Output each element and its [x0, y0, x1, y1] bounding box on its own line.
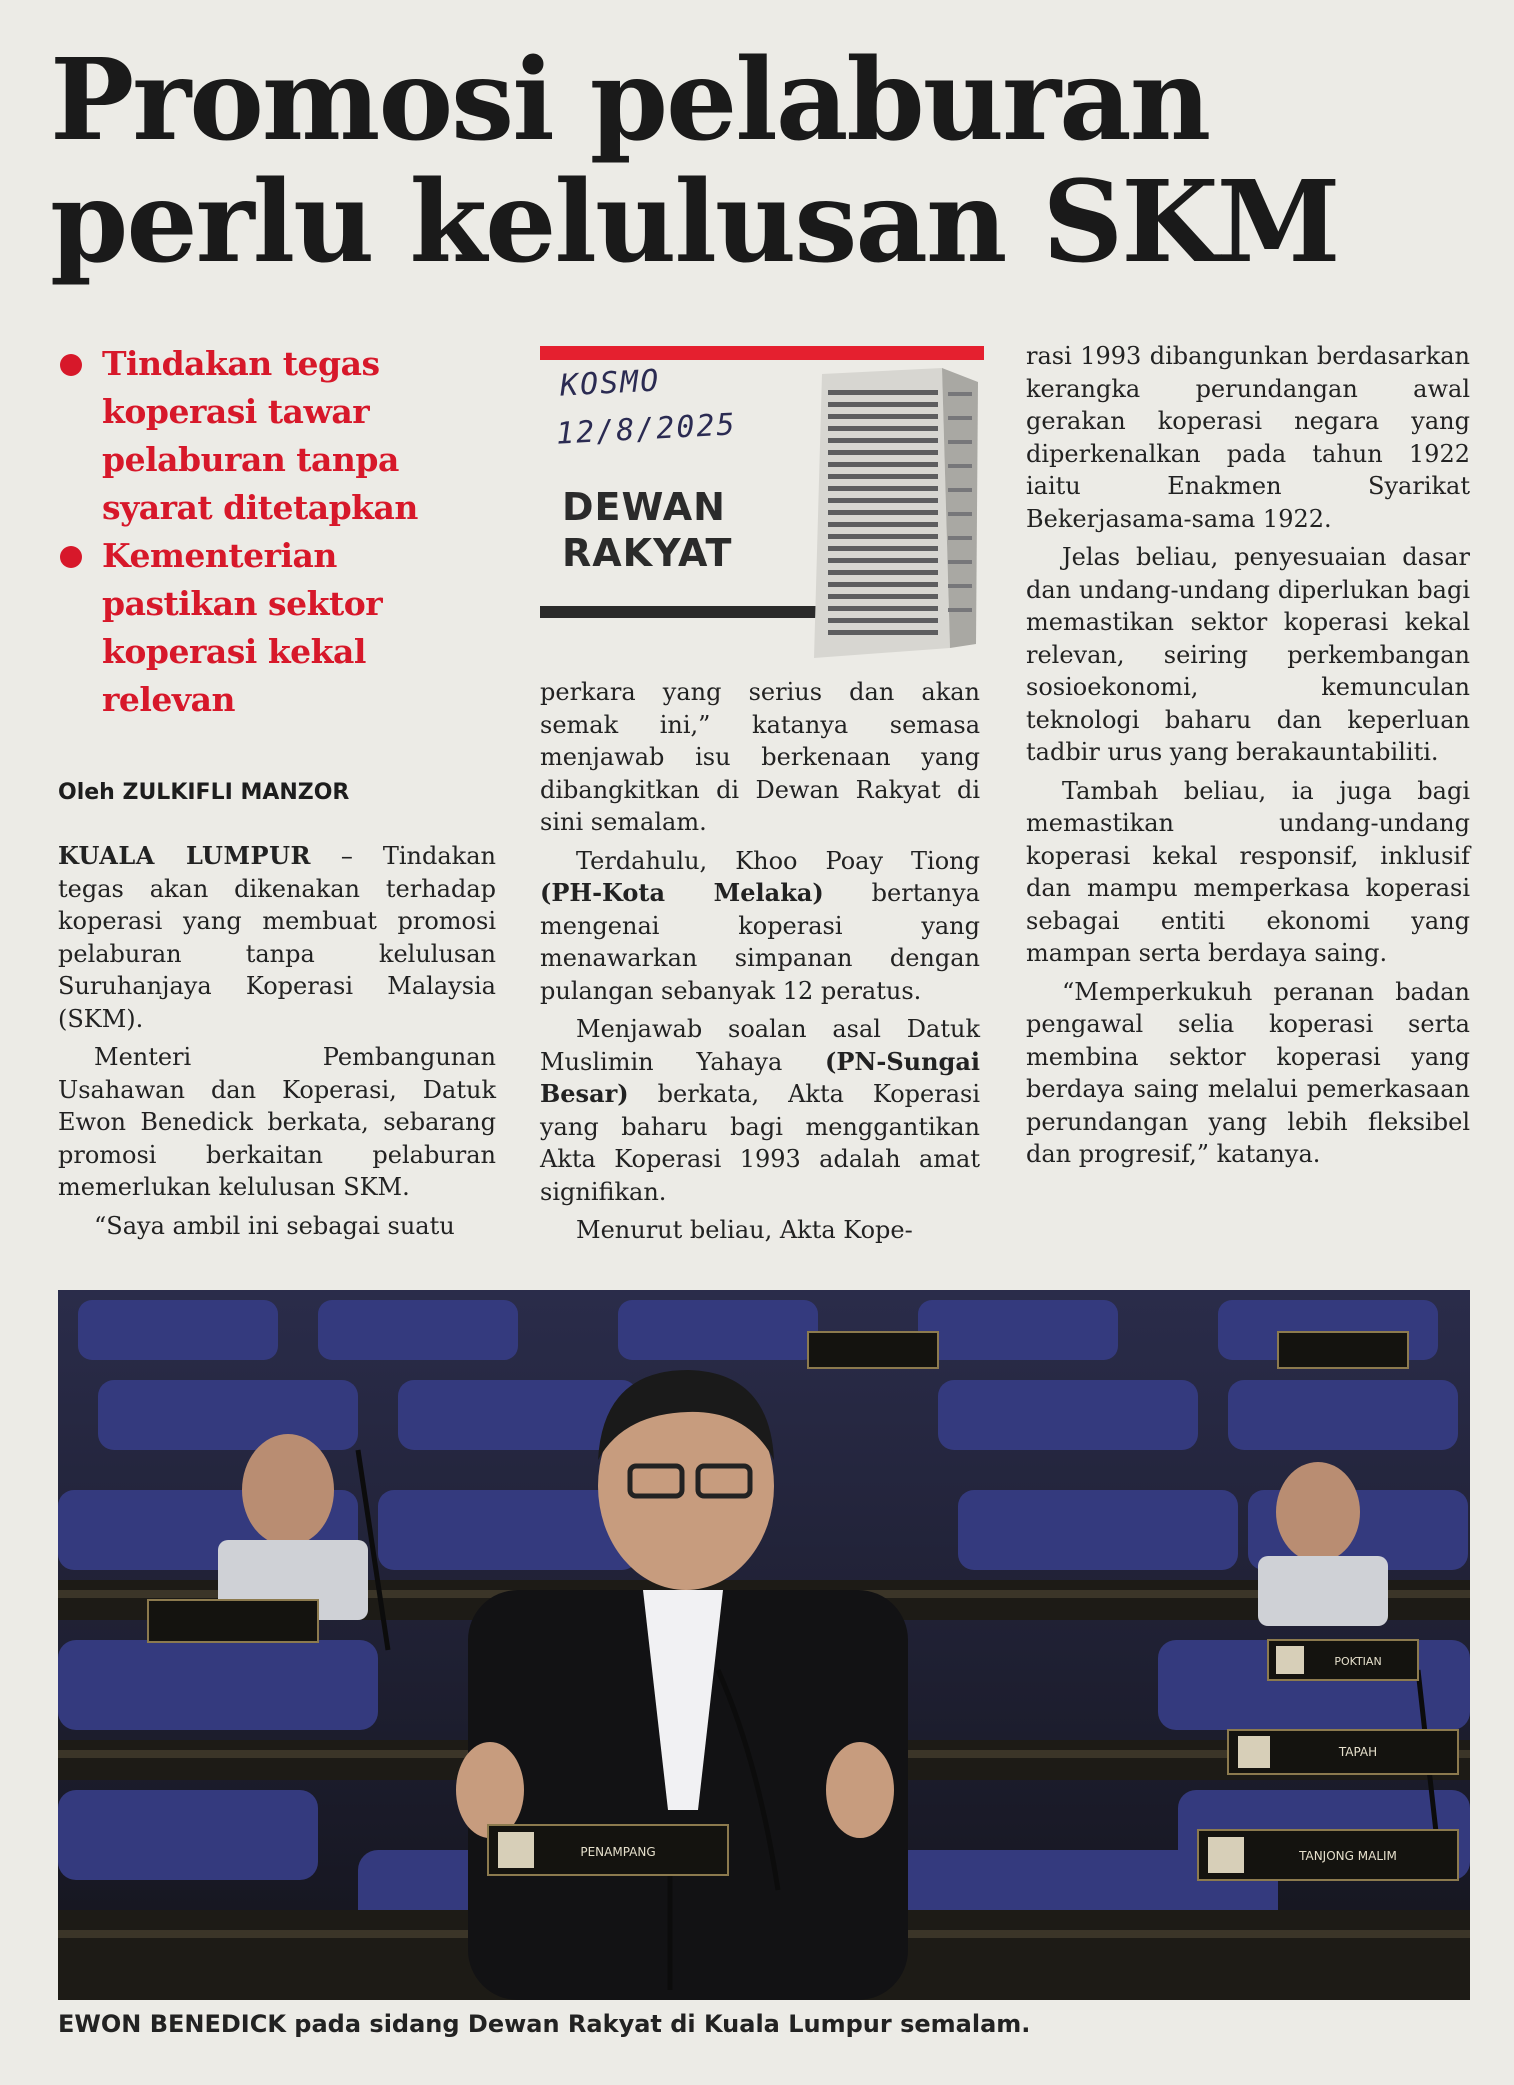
article-column-1 — [58, 840, 496, 1242]
bullet-2-line-4: relevan — [102, 680, 235, 719]
nameplate-label: PENAMPANG — [580, 1845, 656, 1859]
paragraph-text: Terdahulu, Khoo Poay Tiong — [576, 846, 980, 875]
article-column-2 — [540, 676, 980, 1247]
highlight-bullets — [50, 340, 510, 724]
headline-line-2: perlu kelulusan SKM — [50, 157, 1339, 288]
section-label-line-2: RAKYAT — [562, 531, 733, 575]
red-bullet-icon — [60, 354, 82, 376]
nameplate-label: TANJONG MALIM — [1299, 1849, 1397, 1863]
bullet-2-line-1: Kementerian — [102, 536, 337, 575]
mp-constituency: (PH-Kota Melaka) — [540, 878, 824, 907]
dateline: KUALA LUMPUR — [58, 841, 311, 870]
highlight-bullet — [50, 340, 510, 532]
section-label — [562, 484, 732, 576]
caption-name: EWON BENEDICK — [58, 2010, 286, 2038]
paragraph: “Saya ambil ini sebagai suatu — [94, 1211, 455, 1240]
bullet-2-line-3: koperasi kekal — [102, 632, 366, 671]
paragraph: rasi 1993 dibangunkan berdasarkan kerangka perundangan awal gerakan koperasi negara yang diperkenalkan pada tahun 1922 iaitu Enakmen Syarikat Bekerjasama-sama 1922. — [1026, 342, 1470, 533]
nameplate-label: TAPAH — [1338, 1745, 1378, 1759]
photo-caption — [58, 2010, 1470, 2038]
section-label-line-1: DEWAN — [562, 485, 726, 529]
red-bullet-icon — [60, 546, 82, 568]
paragraph: Menteri Pembangunan Usahawan dan Koperasi, Datuk Ewon Benedick berkata, sebarang promosi berkaitan pelaburan memerlukan kelulusan SKM. — [58, 1043, 496, 1201]
paragraph-text: Menjawab soalan asal Datuk Muslimin Yahaya — [540, 1015, 980, 1076]
news-photo — [58, 1290, 1470, 2000]
bullet-1-line-3: pelaburan tanpa — [102, 440, 399, 479]
paragraph: perkara yang serius dan akan semak ini,” katanya semasa menjawab isu berkenaan yang dibangkitkan di Dewan Rakyat di sini semalam. — [540, 678, 980, 836]
handwritten-source: KOSMO — [559, 363, 662, 404]
headline — [50, 35, 1430, 288]
section-rule-red — [540, 346, 984, 360]
handwritten-date: 12/8/2025 — [555, 407, 738, 452]
paragraph: “Memperkukuh peranan badan pengawal selia koperasi serta membina sektor koperasi yang berdaya saing melalui pemerkasaan perundangan yang lebih fleksibel dan progresif,” katanya. — [1026, 977, 1470, 1168]
paragraph — [540, 1013, 980, 1208]
paragraph: Tambah beliau, ia juga bagi memastikan undang-undang koperasi kekal responsif, inklusif dan mampu memperkasa koperasi sebagai entiti ekonomi yang mampan serta berdaya saing. — [1026, 776, 1470, 967]
bullet-1-line-4: syarat ditetapkan — [102, 488, 418, 527]
mp-constituency: (PN-Sungai Besar) — [540, 1046, 980, 1108]
paragraph: Menurut beliau, Akta Kope- — [576, 1216, 913, 1244]
paragraph-text: berkata, Akta Koperasi yang baharu bagi menggantikan Akta Koperasi 1993 adalah amat signifikan. — [540, 1080, 980, 1206]
paragraph — [58, 840, 496, 1035]
paragraph: Jelas beliau, penyesuaian dasar dan undang-undang diperlukan bagi memastikan sektor koperasi kekal relevan, seiring perkembangan sosioekonomi, kemunculan teknologi baharu dan keperluan tadbir urus yang berakauntabiliti. — [1026, 543, 1470, 766]
bullet-2-line-2: pastikan sektor — [102, 584, 383, 623]
parliament-tower-icon — [800, 368, 980, 658]
headline-line-1: Promosi pelaburan — [50, 35, 1210, 166]
bullet-1-line-2: koperasi tawar — [102, 392, 370, 431]
paragraph-text: – Tindakan tegas akan dikenakan terhadap koperasi yang membuat promosi pelaburan tanpa kelulusan Suruhanjaya Koperasi Malaysia (SKM). — [58, 842, 496, 1033]
highlight-bullet — [50, 532, 510, 724]
paragraph-text: bertanya mengenai koperasi yang menawarkan simpanan dengan pulangan sebanyak 12 peratus. — [540, 879, 980, 1005]
bullet-1-line-1: Tindakan tegas — [102, 344, 380, 383]
nameplate-label: POKTIAN — [1334, 1655, 1382, 1668]
byline: Oleh ZULKIFLI MANZOR — [58, 780, 350, 805]
paragraph — [540, 845, 980, 1008]
article-column-3 — [1026, 340, 1470, 1171]
caption-text: pada sidang Dewan Rakyat di Kuala Lumpur semalam. — [285, 2010, 1031, 2038]
parliament-session-photo — [58, 1290, 1470, 2000]
